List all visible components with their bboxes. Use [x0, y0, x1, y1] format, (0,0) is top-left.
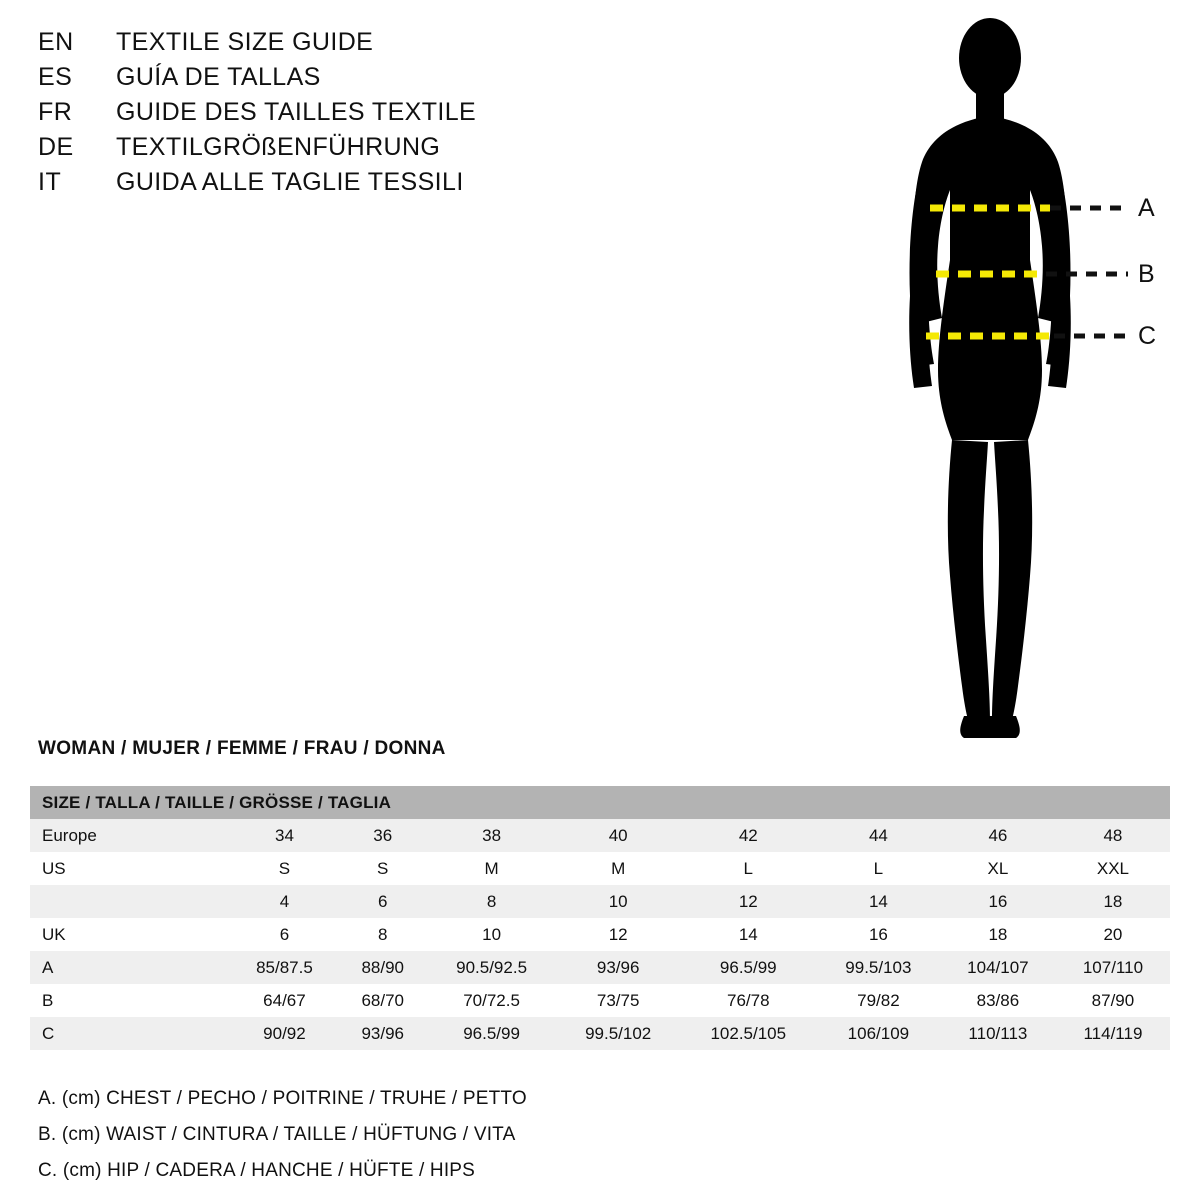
table-cell: 38: [482, 825, 502, 845]
row-label-c: C: [42, 1023, 55, 1043]
table-cell: 107/110: [1082, 957, 1144, 977]
table-cell: 68/70: [361, 990, 404, 1010]
table-cell: 46: [988, 825, 1008, 845]
table-cell: M: [484, 858, 499, 878]
title-row: [38, 28, 658, 57]
table-cell: 20: [1103, 924, 1123, 944]
footnote-hip: C. (cm) HIP / CADERA / HANCHE / HÜFTE / HIPS: [38, 1160, 476, 1181]
table-cell: 104/107: [967, 957, 1029, 977]
title-text-de: TEXTILGRÖßENFÜHRUNG: [116, 133, 441, 161]
title-lang-es: ES: [38, 63, 73, 91]
table-cell: 44: [868, 825, 888, 845]
footnote-waist: B. (cm) WAIST / CINTURA / TAILLE / HÜFTUNG / VITA: [38, 1124, 516, 1145]
table-cell: 16: [868, 924, 888, 944]
female-silhouette-icon: [850, 10, 1190, 750]
title-lang-fr: FR: [38, 98, 73, 126]
table-cell: 64/67: [263, 990, 306, 1010]
table-cell: 83/86: [976, 990, 1020, 1010]
table-row: [30, 1017, 1170, 1050]
measure-label-b: B: [1138, 260, 1155, 288]
table-row: [30, 852, 1170, 885]
title-text-it: GUIDA ALLE TAGLIE TESSILI: [116, 168, 464, 196]
row-label-europe: Europe: [42, 825, 97, 845]
table-cell: 40: [608, 825, 628, 845]
title-lang-en: EN: [38, 28, 74, 56]
table-cell: 12: [608, 924, 628, 944]
row-label-us-numeric: [30, 885, 230, 918]
title-row: [38, 133, 658, 162]
table-cell: 10: [482, 924, 502, 944]
footnote-chest: A. (cm) CHEST / PECHO / POITRINE / TRUHE / PETTO: [38, 1088, 527, 1109]
table-row: [30, 918, 1170, 951]
table-cell: 8: [486, 891, 497, 911]
table-cell: M: [611, 858, 626, 878]
table-cell: 90.5/92.5: [456, 957, 528, 977]
title-text-en: TEXTILE SIZE GUIDE: [116, 28, 374, 56]
table-cell: 18: [1103, 891, 1123, 911]
row-label-uk: UK: [42, 924, 66, 944]
title-lang-de: DE: [38, 133, 74, 161]
row-label-a: A: [42, 957, 54, 977]
table-cell: 96.5/99: [463, 1023, 520, 1043]
table-cell: 73/75: [596, 990, 640, 1010]
table-cell: 87/90: [1091, 990, 1135, 1010]
table-cell: 6: [377, 891, 388, 911]
table-cell: 114/119: [1083, 1023, 1143, 1043]
table-header-title: SIZE / TALLA / TAILLE / GRÖSSE / TAGLIA: [42, 792, 392, 812]
table-cell: 18: [988, 924, 1008, 944]
size-table: [30, 786, 1170, 1050]
table-cell: XL: [987, 858, 1009, 878]
table-cell: 10: [608, 891, 628, 911]
title-text-es: GUÍA DE TALLAS: [116, 63, 321, 91]
table-cell: 4: [279, 891, 290, 911]
table-row: [30, 984, 1170, 1017]
table-cell: 14: [738, 924, 758, 944]
table-cell: 99.5/102: [585, 1023, 652, 1043]
figure-area: [850, 10, 1190, 750]
table-cell: 93/96: [361, 1023, 404, 1043]
table-cell: 42: [738, 825, 758, 845]
title-lang-it: IT: [38, 168, 62, 196]
table-cell: 34: [274, 825, 294, 845]
table-cell: 16: [988, 891, 1008, 911]
table-cell: 6: [279, 924, 290, 944]
table-cell: 106/109: [847, 1023, 910, 1043]
table-cell: 110/113: [968, 1023, 1028, 1043]
table-cell: 99.5/103: [845, 957, 912, 977]
table-cell: 76/78: [727, 990, 770, 1010]
measure-label-a: A: [1138, 194, 1155, 222]
table-cell: 14: [868, 891, 888, 911]
table-cell: S: [278, 858, 291, 878]
table-row: [30, 951, 1170, 984]
table-cell: 85/87.5: [256, 957, 313, 977]
table-cell: 90/92: [263, 1023, 306, 1043]
title-row: [38, 98, 658, 127]
table-row: [30, 885, 1170, 918]
table-cell: 93/96: [596, 957, 640, 977]
table-cell: 102.5/105: [710, 1023, 787, 1043]
footnotes: [38, 1088, 938, 1196]
table-cell: L: [743, 858, 754, 878]
title-block: [38, 28, 658, 203]
title-row: [38, 168, 658, 197]
row-label-us: US: [42, 858, 66, 878]
table-cell: L: [873, 858, 884, 878]
measure-label-c: C: [1138, 322, 1157, 350]
table-cell: S: [377, 858, 389, 878]
table-cell: 79/82: [857, 990, 900, 1010]
table-cell: XXL: [1096, 858, 1129, 878]
title-text-fr: GUIDE DES TAILLES TEXTILE: [116, 98, 477, 126]
table-cell: 70/72.5: [463, 990, 520, 1010]
table-cell: 88/90: [361, 957, 404, 977]
table-cell: 96.5/99: [719, 957, 777, 977]
table-row: [30, 819, 1170, 852]
table-header-row: [30, 786, 1170, 819]
table-cell: 48: [1103, 825, 1123, 845]
table-cell: 12: [738, 891, 758, 911]
row-label-b: B: [42, 990, 54, 1010]
section-title: WOMAN / MUJER / FEMME / FRAU / DONNA: [38, 738, 446, 759]
table-cell: 8: [377, 924, 388, 944]
table-cell: 36: [373, 825, 393, 845]
title-row: [38, 63, 658, 92]
